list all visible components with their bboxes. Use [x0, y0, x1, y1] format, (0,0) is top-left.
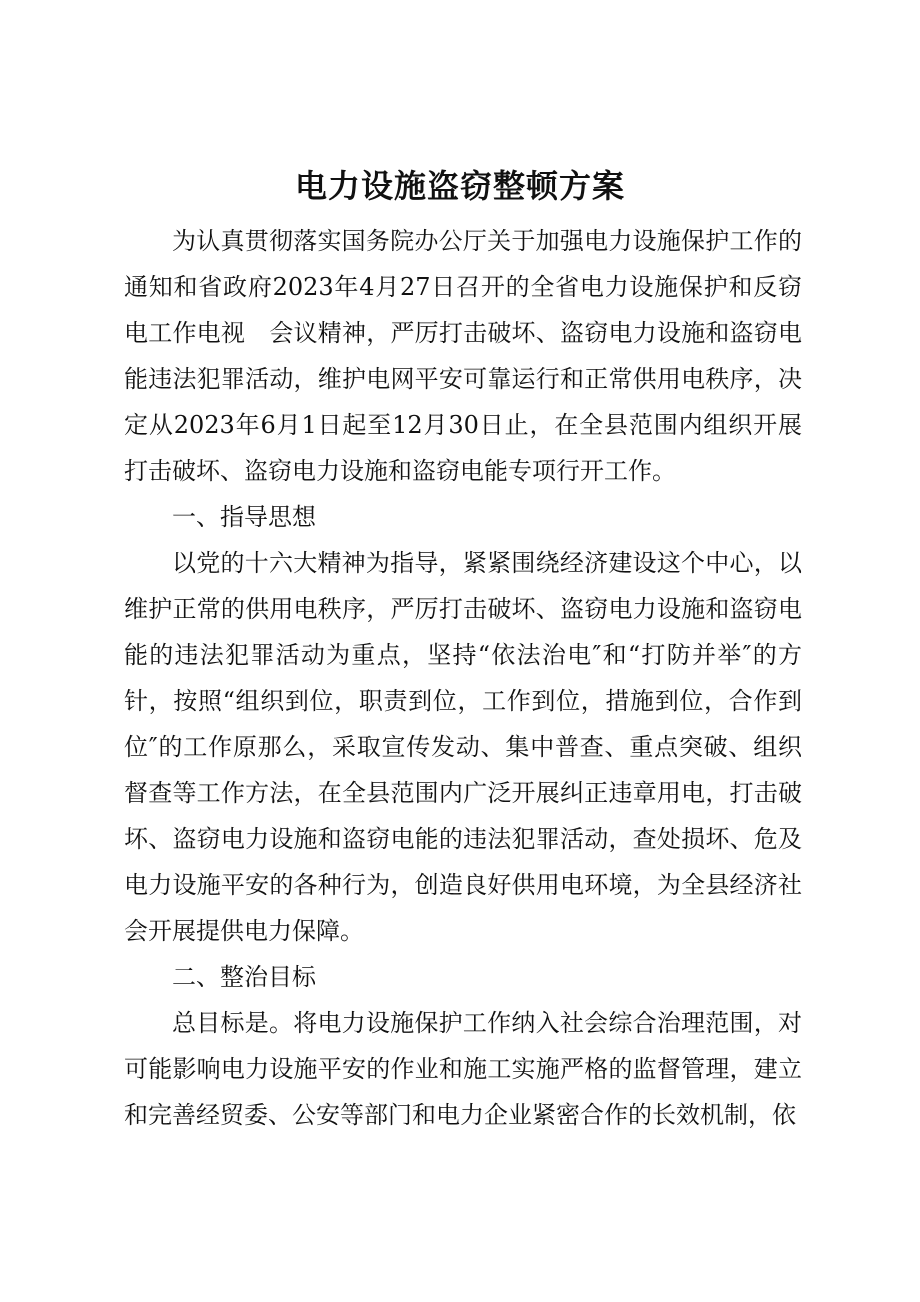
guiding-ideology-paragraph: 以党的十六大精神为指导，紧紧围绕经济建设这个中心，以维护正常的供用电秩序，严厉打击破坏、盗窃电力设施和盗窃电能的违法犯罪活动为重点，坚持“依法治电″和“打防并举″的方针，按照“组织到位，职责到位，工作到位，措施到位，合作到位″的工作原那么，采取宣传发动、集中普查、重点突破、组织督查等工作方法，在全县范围内广泛开展纠正违章用电，打击破坏、盗窃电力设施和盗窃电能的违法犯罪活动，查处损坏、危及电力设施平安的各种行为，创造良好供用电环境，为全县经济社会开展提供电力保障。 — [124, 549, 802, 945]
goals-paragraph: 总目标是。将电力设施保护工作纳入社会综合治理范围，对可能影响电力设施平安的作业和施工实施严格的监督管理，建立和完善经贸委、公安等部门和电力企业紧密合作的长效机制，依 — [124, 1009, 802, 1129]
section-heading-goals: 二、整治目标 — [172, 963, 316, 991]
intro-paragraph: 为认真贯彻落实国务院办公厅关于加强电力设施保护工作的通知和省政府2023年4月27日召开的全省电力设施保护和反窃电工作电视 会议精神，严厉打击破坏、盗窃电力设施和盗窃电能违法犯罪活动，维护电网平安可靠运行和正常供用电秩序，决定从2023年6月1日起至12月30日止，在全县范围内组织开展打击破坏、盗窃电力设施和盗窃电能专项行开工作。 — [124, 227, 802, 485]
section-heading-guiding-ideology: 一、指导思想 — [172, 503, 316, 531]
document-title: 电力设施盗窃整顿方案 — [294, 167, 625, 205]
document-body — [124, 218, 802, 1138]
